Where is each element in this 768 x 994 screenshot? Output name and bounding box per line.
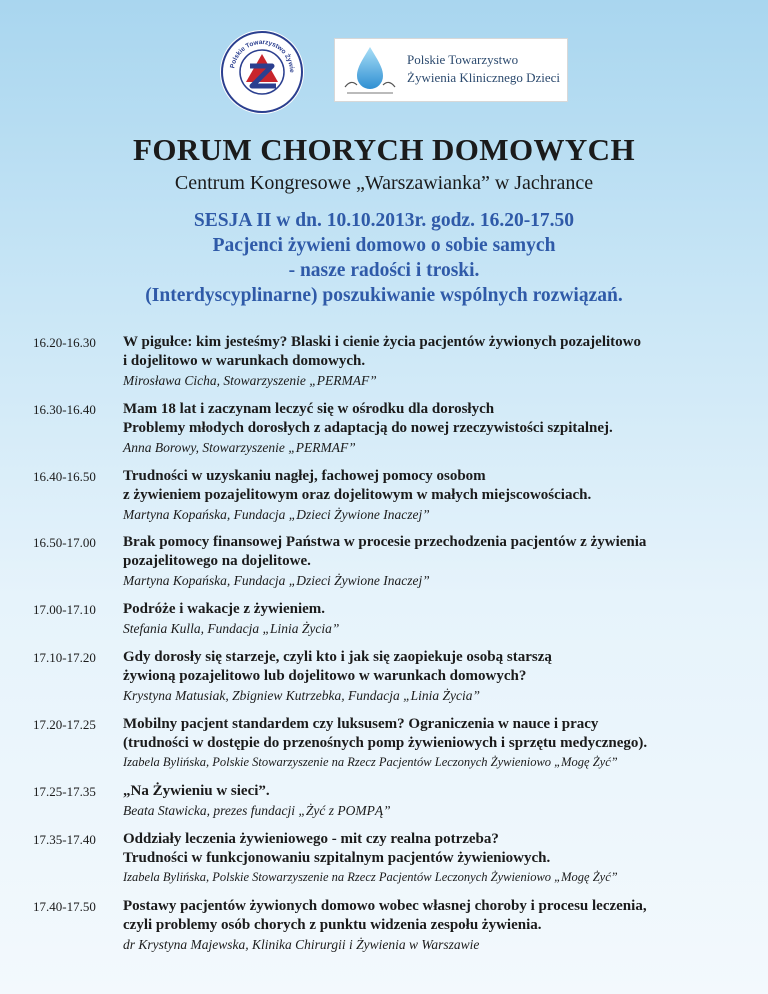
ptzk-logo-text: Polskie Towarzystwo Żywie — [229, 38, 296, 73]
schedule-item — [33, 467, 753, 524]
speaker: Izabela Bylińska, Polskie Stowarzyszenie na Rzecz Pacjentów Leczonych Żywieniowo „Mogę Żyć” — [123, 870, 618, 884]
schedule-item — [33, 600, 753, 638]
talk-title-line: Problemy młodych dorosłych z adaptacją do nowej rzeczywistości szpitalnej. — [123, 420, 613, 436]
schedule-item — [33, 715, 753, 772]
time-slot: 16.50-17.00 — [33, 535, 96, 550]
ptzk-logo — [220, 30, 304, 114]
talk-title-line: „Na Żywieniu w sieci”. — [123, 783, 270, 799]
schedule-item — [33, 648, 753, 705]
schedule-item — [33, 400, 753, 457]
speaker: Izabela Bylińska, Polskie Stowarzyszenie na Rzecz Pacjentów Leczonych Żywieniowo „Mogę Żyć” — [123, 755, 618, 769]
time-slot: 17.10-17.20 — [33, 650, 96, 665]
talk-title-line: z żywieniem pozajelitowym oraz dojelitowym w małych miejscowościach. — [123, 487, 592, 503]
speaker: Stefania Kulla, Fundacja „Linia Życia” — [123, 621, 340, 636]
talk-title-line: W pigułce: kim jesteśmy? Blaski i cienie życia pacjentów żywionych pozajelitowo — [123, 334, 641, 350]
session-line: (Interdyscyplinarne) poszukiwanie wspólnych rozwiązań. — [145, 285, 623, 306]
schedule-item — [33, 782, 753, 820]
ptzkd-logo-line1: Polskie Towarzystwo — [407, 52, 519, 67]
time-slot: 16.30-16.40 — [33, 402, 96, 417]
talk-title-line: (trudności w dostępie do przenośnych pomp żywieniowych i sprzętu medycznego). — [123, 735, 648, 751]
schedule-item — [33, 897, 753, 954]
time-slot: 16.40-16.50 — [33, 469, 96, 484]
time-slot: 17.40-17.50 — [33, 899, 96, 914]
talk-title-line: i dojelitowo w warunkach domowych. — [123, 353, 366, 369]
speaker: Mirosława Cicha, Stowarzyszenie „PERMAF” — [123, 373, 377, 388]
talk-title-line: Oddziały leczenia żywieniowego - mit czy realna potrzeba? — [123, 831, 499, 847]
schedule-item — [33, 830, 753, 887]
speaker: dr Krystyna Majewska, Klinika Chirurgii i Żywienia w Warszawie — [123, 937, 480, 952]
talk-title-line: Mam 18 lat i zaczynam leczyć się w ośrodku dla dorosłych — [123, 401, 495, 417]
speaker: Martyna Kopańska, Fundacja „Dzieci Żywione Inaczej” — [123, 507, 430, 522]
talk-title-line: Podróże i wakacje z żywieniem. — [123, 601, 326, 617]
time-slot: 17.35-17.40 — [33, 832, 96, 847]
speaker: Anna Borowy, Stowarzyszenie „PERMAF” — [123, 440, 356, 455]
talk-title-line: czyli problemy osób chorych z punktu widzenia zespołu żywienia. — [123, 917, 542, 933]
talk-title-line: Gdy dorosły się starzeje, czyli kto i jak się zaopiekuje osobą starszą — [123, 649, 552, 665]
talk-title-line: Trudności w uzyskaniu nagłej, fachowej pomocy osobom — [123, 468, 486, 484]
ptzkd-logo — [334, 38, 568, 102]
logos-area — [0, 26, 768, 108]
talk-title-line: pozajelitowego na dojelitowe. — [123, 553, 311, 569]
time-slot: 16.20-16.30 — [33, 335, 96, 350]
ptzkd-logo-line2: Żywienia Klinicznego Dzieci — [407, 70, 561, 85]
session-line: SESJA II w dn. 10.10.2013r. godz. 16.20-17.50 — [193, 210, 575, 231]
talk-title-line: Mobilny pacjent standardem czy luksusem? Ograniczenia w nauce i pracy — [123, 716, 599, 732]
schedule-item — [33, 333, 753, 390]
speaker: Martyna Kopańska, Fundacja „Dzieci Żywione Inaczej” — [123, 573, 430, 588]
session-line: - nasze radości i troski. — [288, 260, 480, 281]
venue-subtitle: Centrum Kongresowe „Warszawianka” w Jachrance — [174, 172, 594, 194]
page-title: FORUM CHORYCH DOMOWYCH — [133, 132, 635, 167]
speaker: Beata Stawicka, prezes fundacji „Żyć z POMPĄ” — [123, 803, 391, 818]
talk-title-line: Trudności w funkcjonowaniu szpitalnym pacjentów żywieniowych. — [123, 850, 551, 866]
session-line: Pacjenci żywieni domowo o sobie samych — [212, 235, 556, 256]
speaker: Krystyna Matusiak, Zbigniew Kutrzebka, Fundacja „Linia Życia” — [123, 688, 480, 703]
session-header — [0, 208, 768, 308]
schedule-item — [33, 533, 753, 590]
water-drop-icon — [339, 43, 401, 99]
talk-title-line: Postawy pacjentów żywionych domowo wobec własnej choroby i procesu leczenia, — [123, 898, 647, 914]
talk-title-line: żywioną pozajelitowo lub dojelitowo w warunkach domowych? — [123, 668, 527, 684]
time-slot: 17.00-17.10 — [33, 602, 96, 617]
talk-title-line: Brak pomocy finansowej Państwa w procesie przechodzenia pacjentów z żywienia — [123, 534, 647, 550]
time-slot: 17.20-17.25 — [33, 717, 96, 732]
time-slot: 17.25-17.35 — [33, 784, 96, 799]
